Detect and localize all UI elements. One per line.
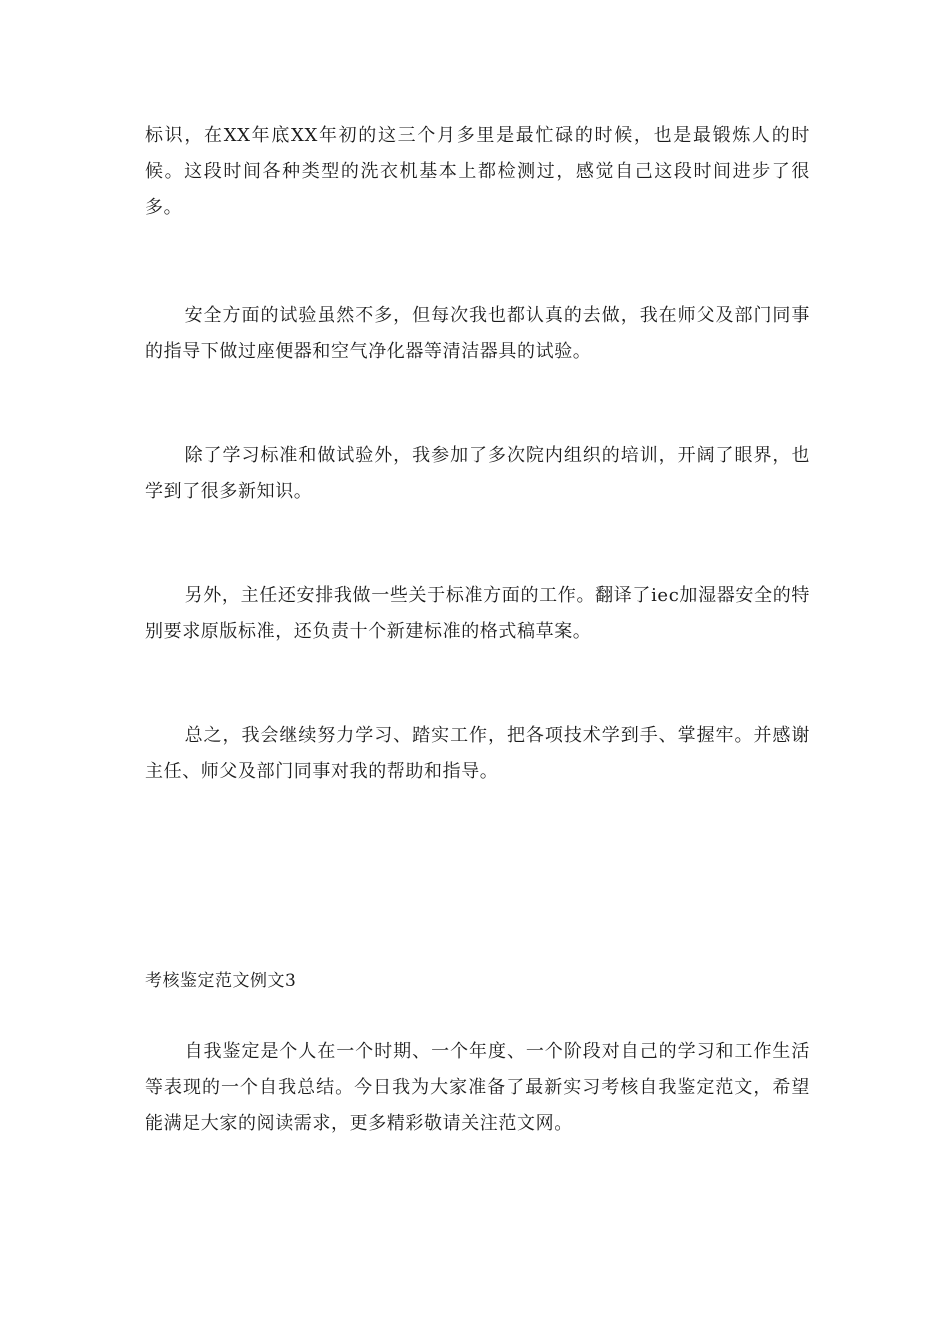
paragraph-training: 除了学习标准和做试验外，我参加了多次院内组织的培训，开阔了眼界，也学到了很多新知识。 [145,445,810,502]
paragraph-standards-work: 另外，主任还安排我做一些关于标准方面的工作。翻译了iec加湿器安全的特别要求原版标准，还负责十个新建标准的格式稿草案。 [145,585,810,642]
paragraph-safety-tests: 安全方面的试验虽然不多，但每次我也都认真的去做，我在师父及部门同事的指导下做过座便器和空气净化器等清洁器具的试验。 [145,305,810,362]
section-heading: 考核鉴定范文例文3 [145,971,297,991]
paragraph-self-assessment-intro: 自我鉴定是个人在一个时期、一个年度、一个阶段对自己的学习和工作生活等表现的一个自我总结。今日我为大家准备了最新实习考核自我鉴定范文，希望能满足大家的阅读需求，更多精彩敬请关注范文网。 [145,1041,810,1134]
paragraph-conclusion: 总之，我会继续努力学习、踏实工作，把各项技术学到手、掌握牢。并感谢主任、师父及部门同事对我的帮助和指导。 [145,725,810,782]
paragraph-washing-machine-testing: 标识，在XX年底XX年初的这三个月多里是最忙碌的时候，也是最锻炼人的时候。这段时间各种类型的洗衣机基本上都检测过，感觉自己这段时间进步了很多。 [145,125,810,218]
